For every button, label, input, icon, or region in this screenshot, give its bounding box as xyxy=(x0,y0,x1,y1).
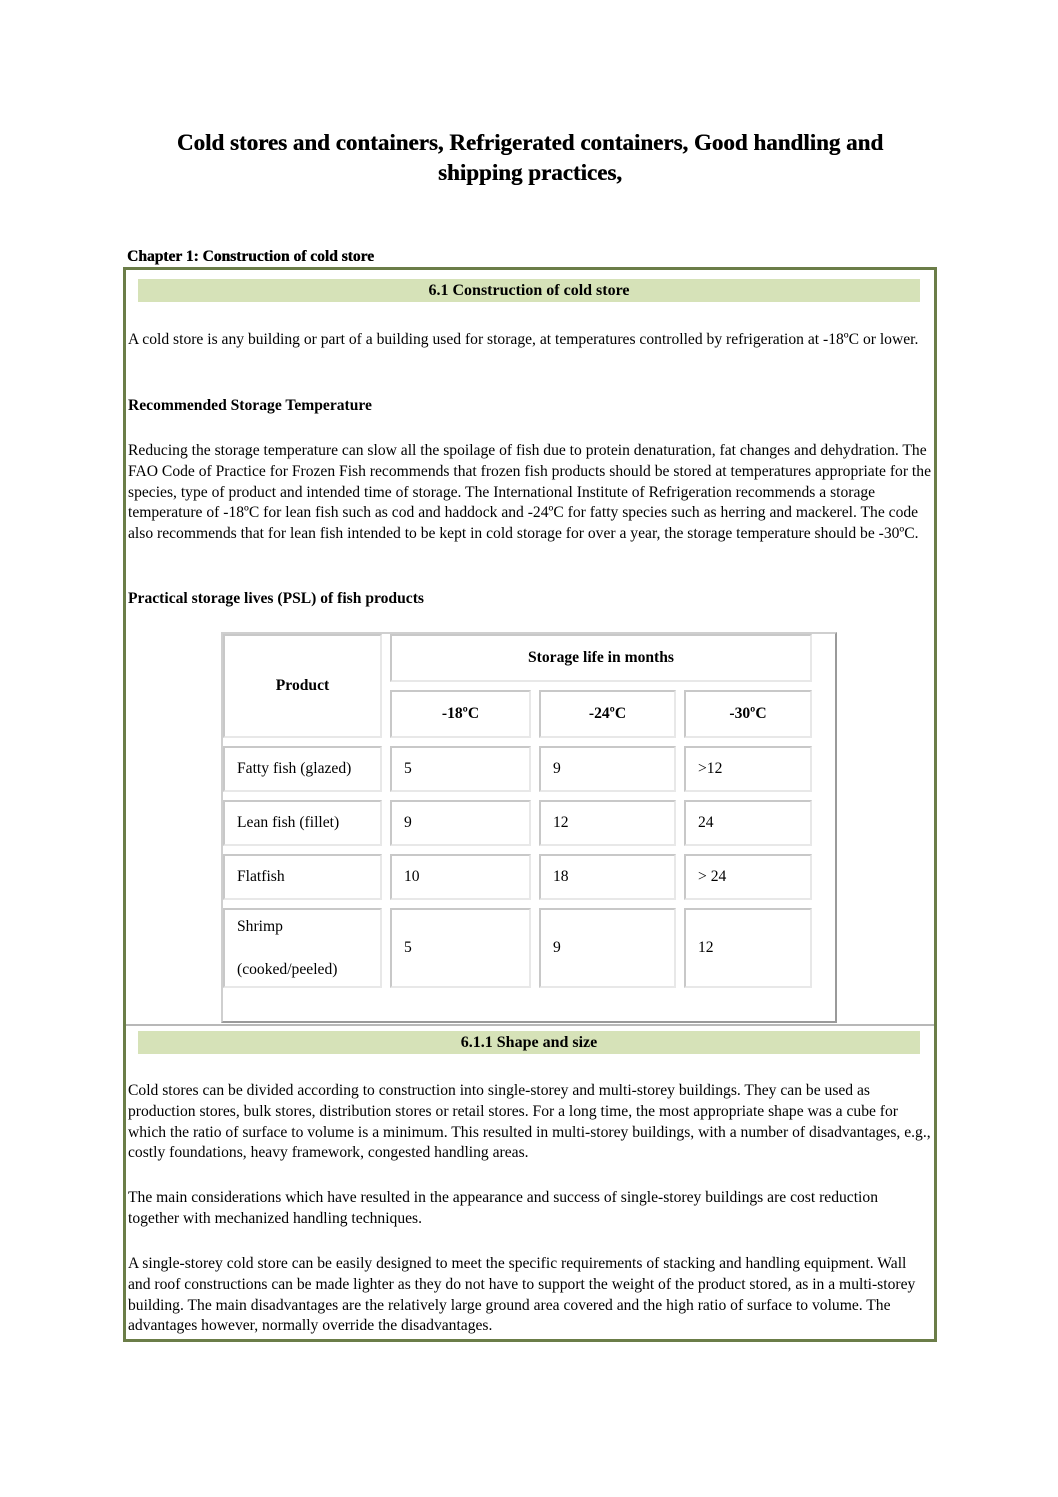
value-cell: > 24 xyxy=(684,854,812,900)
psl-table xyxy=(215,626,820,996)
header-product: Product xyxy=(223,634,382,738)
value-cell: 12 xyxy=(684,908,812,988)
subheading-recommended-temperature: Recommended Storage Temperature xyxy=(128,397,372,414)
value-cell: 5 xyxy=(390,746,531,792)
value-cell: 9 xyxy=(390,800,531,846)
chapter-heading: Chapter 1: Construction of cold store xyxy=(127,248,374,265)
value-cell: 12 xyxy=(539,800,676,846)
psl-table-container xyxy=(221,632,837,1023)
table-row xyxy=(223,854,812,900)
header-col-minus-30: -30ºC xyxy=(684,690,812,738)
header-col-minus-18: -18ºC xyxy=(390,690,531,738)
value-cell: 10 xyxy=(390,854,531,900)
section-heading-6-1: 6.1 Construction of cold store xyxy=(138,279,920,302)
value-cell: 24 xyxy=(684,800,812,846)
product-cell: Fatty fish (glazed) xyxy=(223,746,382,792)
temperature-paragraph: Reducing the storage temperature can slow all the spoilage of fish due to protein denaturation, fat changes and dehydration. The FAO Code of Practice for Frozen Fish recommends that frozen fish products should be stored at temperatures appropriate for the species, type of product and intended time of storage. The International Institute of Refrigeration recommends a storage temperature of -18ºC for lean fish such as cod and haddock and -24ºC for fatty species such as herring and mackerel. The code also recommends that for lean fish intended to be kept in cold storage for over a year, the storage temperature should be -30ºC. xyxy=(128,442,931,543)
subheading-psl: Practical storage lives (PSL) of fish products xyxy=(128,590,424,607)
product-qualifier: (cooked/peeled) xyxy=(237,960,338,978)
header-storage-life: Storage life in months xyxy=(390,634,812,682)
product-cell: Lean fish (fillet) xyxy=(223,800,382,846)
table-row xyxy=(223,908,812,988)
document-title-line-2: shipping practices, xyxy=(437,160,623,185)
intro-paragraph: A cold store is any building or part of a building used for storage, at temperatures controlled by refrigeration at -18ºC or lower. xyxy=(128,331,919,348)
table-row xyxy=(223,746,812,792)
shape-paragraph-2: The main considerations which have resulted in the appearance and success of single-storey buildings are cost reduction together with mechanized handling techniques. xyxy=(128,1189,878,1227)
value-cell: 5 xyxy=(390,908,531,988)
product-name: Shrimp xyxy=(237,917,283,935)
section-heading-6-1-1: 6.1.1 Shape and size xyxy=(138,1031,920,1054)
header-col-minus-24: -24ºC xyxy=(539,690,676,738)
value-cell: 18 xyxy=(539,854,676,900)
section-divider xyxy=(126,1024,934,1026)
shape-paragraph-3: A single-storey cold store can be easily designed to meet the specific requirements of stacking and handling equipment. Wall and roof constructions can be made lighter as they do not have to support the weight of the product stored, as in a multi-storey building. The main disadvantages are the relatively large ground area covered and the high ratio of surface to volume. The advantages however, normally override the disadvantages. xyxy=(128,1255,916,1335)
product-cell xyxy=(223,908,382,988)
shape-paragraph-1: Cold stores can be divided according to construction into single-storey and multi-storey buildings. They can be used as production stores, bulk stores, distribution stores or retail stores. For a long time, the most appropriate shape was a cube for which the ratio of surface to volume is a minimum. This resulted in multi-storey buildings, with a number of disadvantages, e.g., costly foundations, heavy framework, congested handling areas. xyxy=(128,1082,931,1162)
table-row xyxy=(223,800,812,846)
product-cell: Flatfish xyxy=(223,854,382,900)
value-cell: 9 xyxy=(539,746,676,792)
document-title-line-1: Cold stores and containers, Refrigerated containers, Good handling and xyxy=(176,130,884,155)
value-cell: >12 xyxy=(684,746,812,792)
value-cell: 9 xyxy=(539,908,676,988)
content-frame xyxy=(123,267,937,1342)
document-title xyxy=(120,128,940,188)
table-header-row xyxy=(223,634,812,682)
